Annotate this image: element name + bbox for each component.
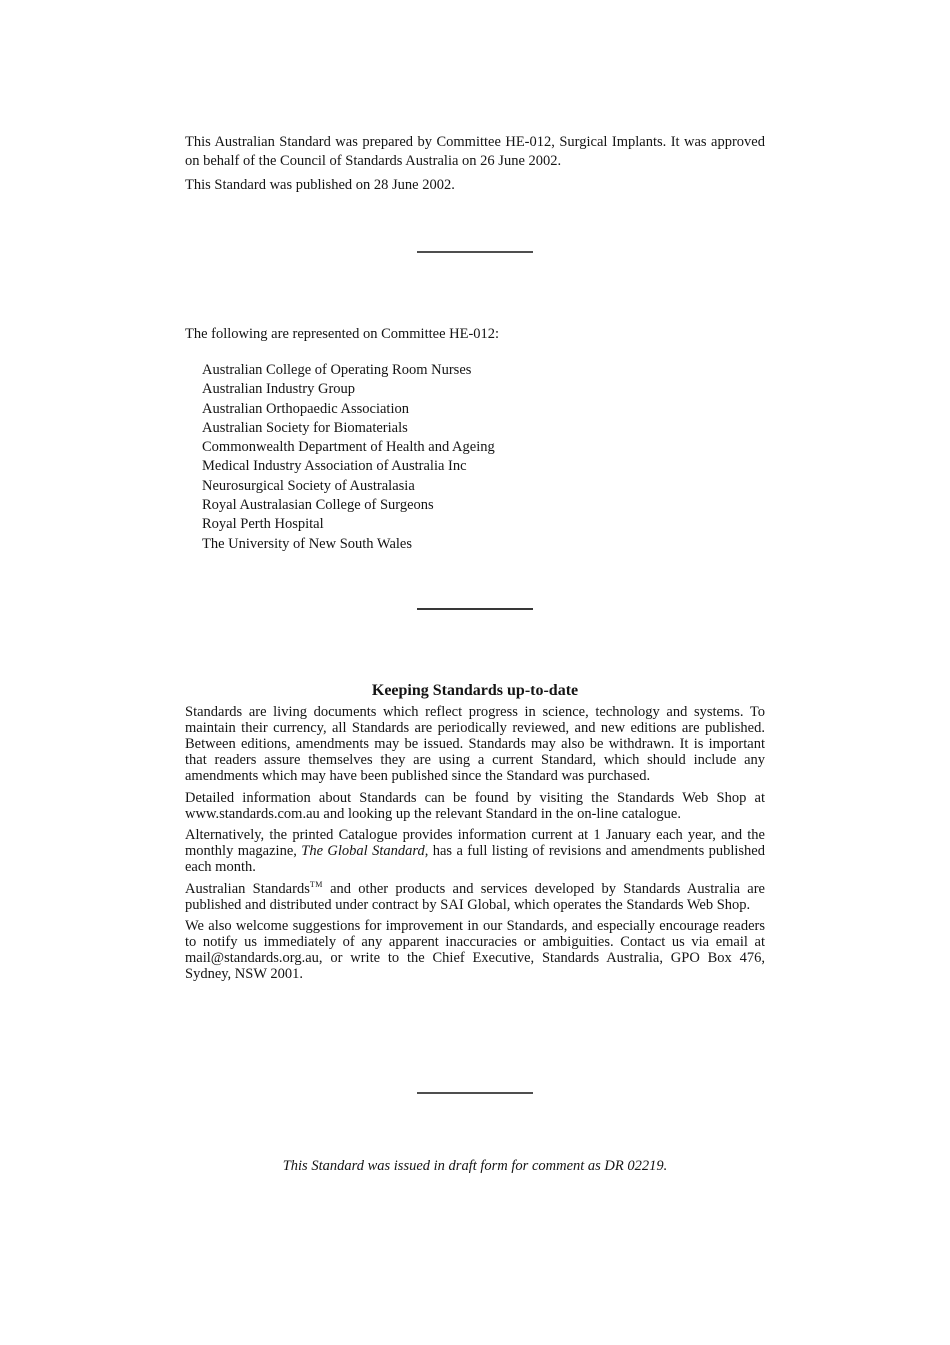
paragraph-text: Australian Standards: [185, 880, 310, 897]
intro-paragraph-2: This Standard was published on 28 June 2002.: [185, 177, 455, 193]
keeping-paragraph-1: Standards are living documents which reflect progress in science, technology and systems. To maintain their currency, all Standards are periodically reviewed, and new editions are published. Between editions, amendments may be issued. Standards may also be withdrawn. It is important that readers assure themselves they are using a current Standard, which should include any amendments which may have been published since the Standard was purchased.: [185, 704, 765, 784]
keeping-paragraph-2: Detailed information about Standards can be found by visiting the Standards Web Shop at www.standards.com.au and looking up the relevant Standard in the on-line catalogue.: [185, 789, 765, 822]
committee-heading: The following are represented on Committee HE-012:: [185, 326, 500, 342]
section-divider: [417, 251, 533, 253]
committee-member: Royal Perth Hospital: [202, 516, 324, 533]
keeping-standards-section: [185, 704, 765, 982]
committee-member: Neurosurgical Society of Australasia: [202, 477, 415, 494]
committee-member: Australian Industry Group: [202, 381, 356, 398]
committee-member: Royal Australasian College of Surgeons: [202, 497, 434, 514]
keeping-standards-heading: Keeping Standards up-to-date: [371, 682, 579, 699]
paragraph-text: , has a full listing of revisions and amendments published each month.: [185, 843, 765, 875]
section-divider: [417, 608, 533, 610]
paragraph-text: Alternatively, the printed Catalogue provides information current at 1 January each year, and the monthly magazine,: [185, 827, 765, 859]
paragraph-text: and other products and services developed by Standards Australia are published and distributed under contract by SAI Global, which operates the Standards Web Shop.: [185, 880, 765, 913]
committee-member-list: [202, 361, 765, 554]
committee-member: Australian Orthopaedic Association: [202, 400, 409, 417]
committee-member: The University of New South Wales: [202, 535, 412, 552]
trademark-symbol: TM: [309, 879, 323, 889]
committee-member: Medical Industry Association of Australia Inc: [202, 458, 467, 475]
intro-paragraph-1: This Australian Standard was prepared by Committee HE-012, Surgical Implants. It was approved on behalf of the Council of Standards Australia on 26 June 2002.: [185, 134, 765, 170]
committee-member: Commonwealth Department of Health and Ageing: [202, 439, 495, 456]
magazine-title: The Global Standard: [301, 843, 425, 859]
section-divider: [417, 1092, 533, 1094]
keeping-paragraph-5: We also welcome suggestions for improvement in our Standards, and especially encourage readers to notify us immediately of any apparent inaccuracies or ambiguities. Contact us via email at mail@standards.org.au, or write to the Chief Executive, Standards Australia, GPO Box 476, Sydney, NSW 2001.: [185, 918, 765, 982]
committee-member: Australian Society for Biomaterials: [202, 419, 408, 436]
committee-member: Australian College of Operating Room Nurses: [202, 362, 472, 378]
keeping-paragraph-4: [185, 881, 765, 913]
keeping-paragraph-3: [185, 827, 765, 875]
draft-note: This Standard was issued in draft form for comment as DR 02219.: [282, 1158, 668, 1174]
